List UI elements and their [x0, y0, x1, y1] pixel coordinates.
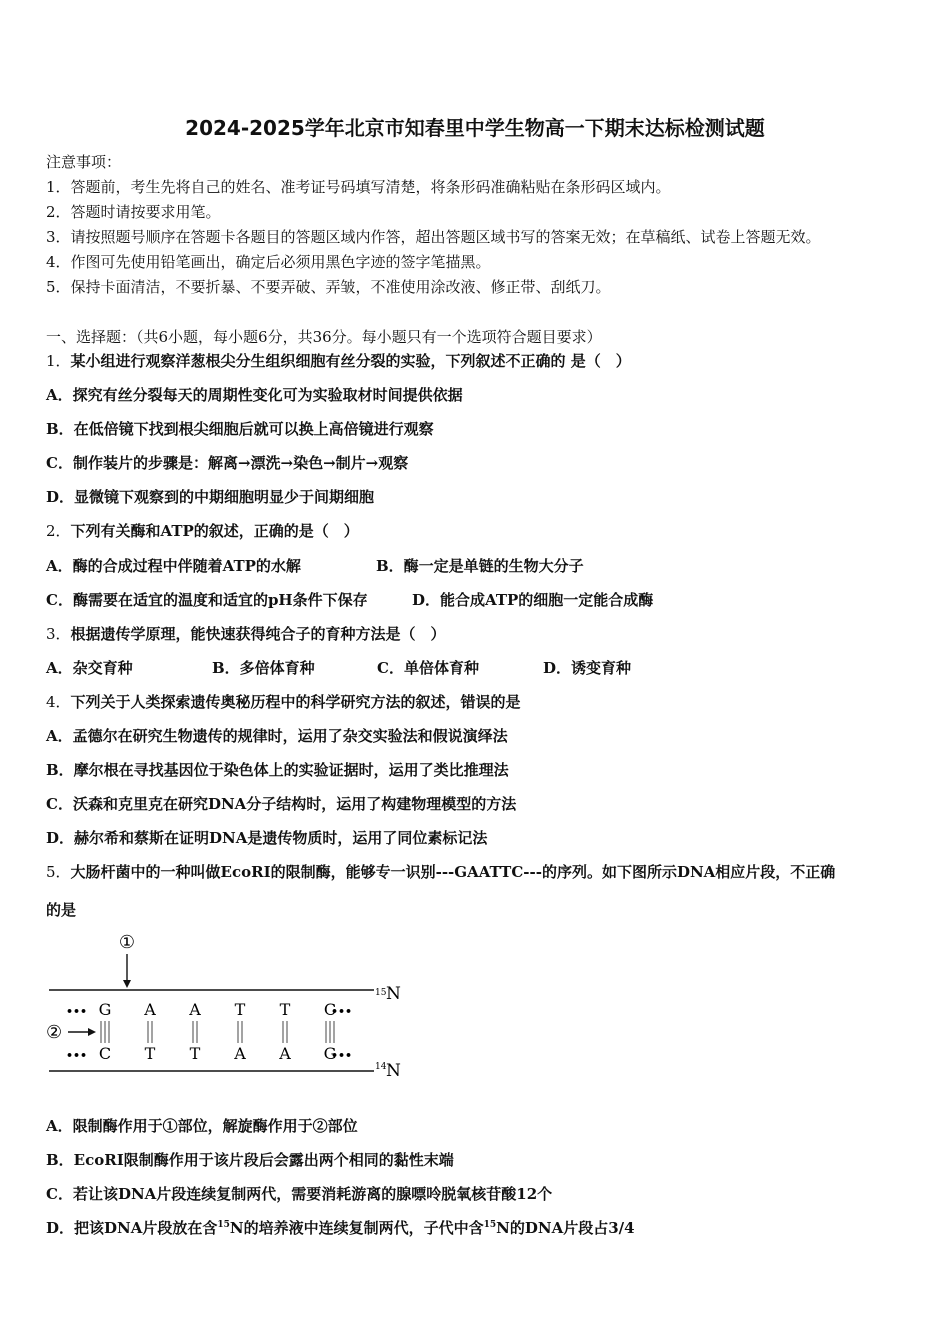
question-text: 根据遗传学原理，能快速获得纯合子的育种方法是（ ） — [70, 625, 446, 643]
question-5-stem — [46, 862, 835, 882]
q4-option-c: C．沃森和克里克在研究DNA分子结构时，运用了构建物理模型的方法 — [46, 795, 517, 813]
q2-option-c: C．酶需要在适宜的温度和适宜的pH条件下保存 — [46, 591, 368, 609]
bottom-base-A: A — [234, 1044, 246, 1063]
bottom-left-dots: ••• — [66, 1049, 88, 1062]
q5-option-c: C．若让该DNA片段连续复制两代，需要消耗游离的腺嘌呤脱氧核苷酸12个 — [46, 1185, 553, 1203]
question-text: 下列有关酶和ATP的叙述，正确的是（ ） — [70, 522, 359, 540]
section-heading: 一、选择题：（共6小题，每小题6分，共36分。每小题只有一个选项符合题目要求） — [46, 328, 602, 346]
question-3-stem — [46, 624, 446, 644]
q5-option-d-part1: D．把该DNA片段放在含 — [46, 1219, 218, 1237]
question-4-stem — [46, 692, 521, 712]
q5-option-b: B．EcoRI限制酶作用于该片段后会露出两个相同的黏性末端 — [46, 1151, 454, 1169]
base-pairs — [99, 1000, 337, 1063]
notice-heading: 注意事项： — [46, 153, 122, 171]
question-number: 1． — [46, 352, 71, 370]
top-strand-isotope: N — [386, 984, 401, 1004]
question-1-stem — [46, 351, 631, 371]
marker-1-arrowhead — [123, 980, 131, 988]
notice-item-2: 2．答题时请按要求用笔。 — [46, 203, 221, 221]
question-number: 2． — [46, 522, 71, 540]
q5-option-d-part2: N的培养液中连续复制两代，子代中含 — [229, 1219, 484, 1237]
q2-option-b: B．酶一定是单链的生物大分子 — [376, 557, 584, 575]
top-base-T: T — [279, 1000, 291, 1019]
q2-option-a: A．酶的合成过程中伴随着ATP的水解 — [46, 557, 301, 575]
q2-options-row-1 — [46, 556, 584, 576]
q3-option-d: D．诱变育种 — [543, 659, 632, 677]
top-base-G: G — [98, 1000, 112, 1019]
q5-option-a: A．限制酶作用于①部位，解旋酶作用于②部位 — [46, 1117, 358, 1135]
isotope-mass: 15 — [217, 1220, 230, 1230]
question-number: 3． — [46, 625, 71, 643]
bottom-strand-isotope: N — [386, 1061, 401, 1081]
notice-item-4: 4．作图可先使用铅笔画出，确定后必须用黑色字迹的签字笔描黑。 — [46, 253, 491, 271]
q3-option-a: A．杂交育种 — [46, 659, 133, 677]
question-text: 下列关于人类探索遗传奥秘历程中的科学研究方法的叙述，错误的是 — [70, 693, 521, 711]
bottom-base-C: C — [98, 1044, 112, 1063]
marker-2-arrowhead — [88, 1028, 96, 1036]
top-base-A: A — [144, 1000, 156, 1019]
bottom-strand-isotope-mass: 14 — [375, 1062, 387, 1072]
question-2-stem — [46, 521, 359, 541]
q1-option-a: A．探究有丝分裂每天的周期性变化可为实验取材时间提供依据 — [46, 386, 463, 404]
page-title: 2024-2025学年北京市知春里中学生物高一下期末达标检测试题 — [185, 116, 765, 140]
q5-option-d — [46, 1218, 635, 1238]
isotope-mass: 15 — [483, 1220, 497, 1230]
notice-item-3: 3．请按照题号顺序在答题卡各题目的答题区域内作答，超出答题区域书写的答案无效；在草稿纸、试卷上答题无效。 — [46, 228, 821, 246]
marker-2: ② — [46, 1022, 63, 1043]
bottom-right-dots: ••• — [331, 1049, 353, 1062]
question-number: 4． — [46, 693, 71, 711]
bottom-base-G: G — [323, 1044, 337, 1063]
q3-option-c: C．单倍体育种 — [377, 659, 479, 677]
notice-item-1: 1．答题前，考生先将自己的姓名、准考证号码填写清楚，将条形码准确粘贴在条形码区域内。 — [46, 178, 671, 196]
top-strand-isotope-mass: 15 — [375, 988, 387, 998]
q4-option-b: B．摩尔根在寻找基因位于染色体上的实验证据时，运用了类比推理法 — [46, 761, 509, 779]
q1-option-b: B．在低倍镜下找到根尖细胞后就可以换上高倍镜进行观察 — [46, 420, 434, 438]
question-text: 大肠杆菌中的一种叫做EcoRI的限制酶，能够专一识别---GAATTC---的序列。如下图所示DNA相应片段，不正确 — [70, 863, 836, 881]
top-right-dots: ••• — [331, 1005, 353, 1018]
top-base-A: A — [189, 1000, 201, 1019]
top-base-T: T — [234, 1000, 246, 1019]
bottom-base-T: T — [144, 1044, 156, 1063]
q2-options-row-2 — [46, 590, 653, 610]
q1-option-d: D．显微镜下观察到的中期细胞明显少于间期细胞 — [46, 488, 375, 506]
bottom-base-T: T — [189, 1044, 201, 1063]
q2-option-d: D．能合成ATP的细胞一定能合成酶 — [412, 591, 654, 609]
notice-item-5: 5．保持卡面清洁，不要折暴、不要弄破、弄皱，不准使用涂改液、修正带、刮纸刀。 — [46, 278, 611, 296]
q1-option-c: C．制作装片的步骤是：解离→漂洗→染色→制片→观察 — [46, 454, 409, 472]
dna-fragment-figure — [44, 928, 414, 1083]
q4-option-a: A．孟德尔在研究生物遗传的规律时，运用了杂交实验法和假说演绎法 — [46, 727, 508, 745]
question-text: 某小组进行观察洋葱根尖分生组织细胞有丝分裂的实验，下列叙述不正确的 是（ ） — [70, 352, 631, 370]
question-5-stem-cont: 的是 — [46, 901, 77, 919]
q5-option-d-part3: N的DNA片段占3/4 — [496, 1219, 635, 1237]
bottom-base-A: A — [279, 1044, 291, 1063]
question-number: 5． — [46, 863, 71, 881]
top-left-dots: ••• — [66, 1005, 88, 1018]
q3-option-b: B．多倍体育种 — [212, 659, 315, 677]
marker-1: ① — [118, 932, 136, 953]
top-base-C: C — [323, 1000, 337, 1019]
q3-options-row — [46, 658, 631, 678]
q4-option-d: D．赫尔希和蔡斯在证明DNA是遗传物质时，运用了同位素标记法 — [46, 829, 488, 847]
